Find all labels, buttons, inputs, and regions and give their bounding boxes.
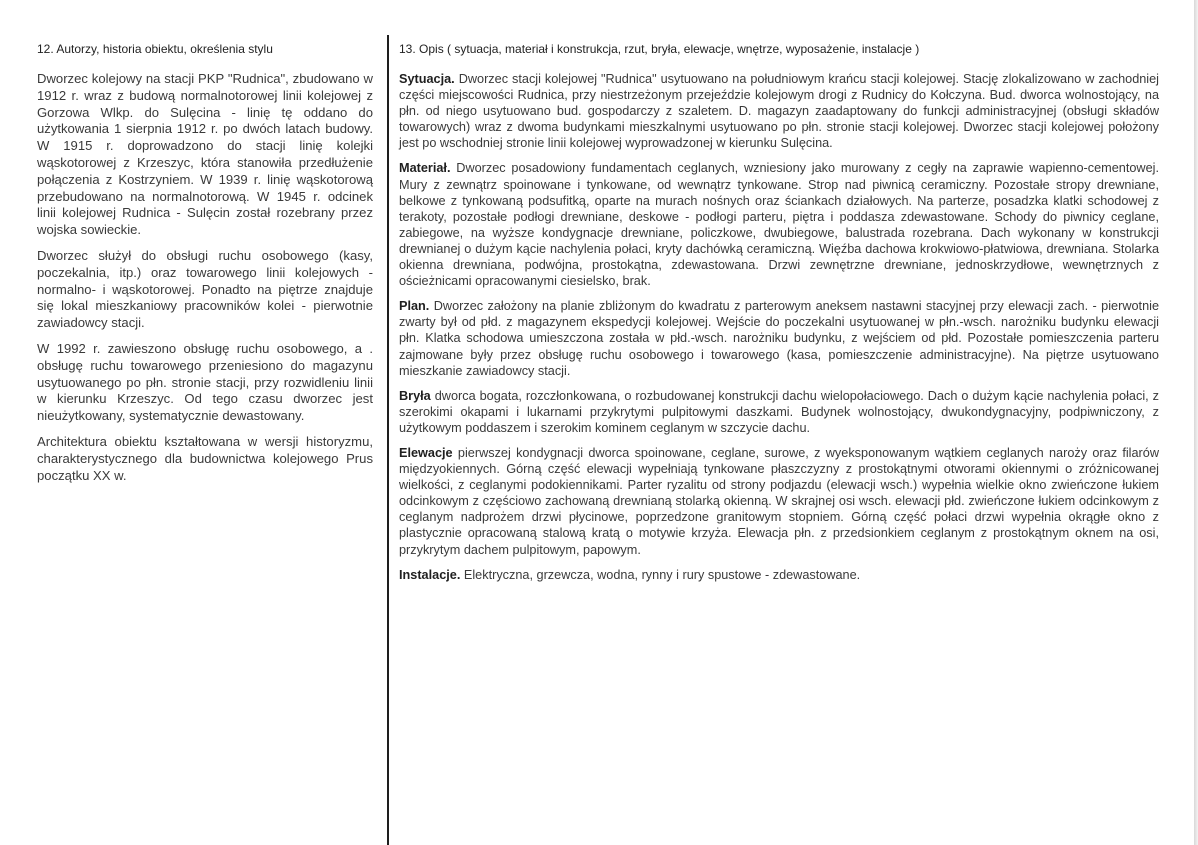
situation-lead: Sytuacja. bbox=[399, 72, 455, 86]
description-section bbox=[399, 42, 1159, 592]
massing-paragraph bbox=[399, 388, 1159, 436]
situation-paragraph bbox=[399, 71, 1159, 151]
massing-text: dworca bogata, rozczłonkowana, o rozbudowanej konstrukcji dachu wielopołaciowego. Dach o dużym kącie nachylenia połaci, z szerokimi okapami i lukarnami przykrytymi pulpitowymi daszkami. Budynek wolnostojący, dwukondygnacyjny, podpiwniczony, z użytkowym poddaszem i szerokim kominem ceglanym w szczycie dachu. bbox=[399, 388, 1159, 435]
installations-lead: Instalacje. bbox=[399, 567, 461, 582]
plan-lead: Plan. bbox=[399, 299, 430, 314]
elevations-text: pierwszej kondygnacji dworca spoinowane, ceglane, surowe, z wyeksponowanym wątkiem ceglanych naroży oraz filarów międzyokiennych. Górną część elewacji wypełniają tynkowane płaszczyzny z prostokątnymi otworami okiennymi o zróżnicowanej wielkości, z ceglanymi podokiennikami. Parter ryzalitu od strony podjazdu (elewacji wsch.) wypełnia wielkie okno zwieńczone łukiem odcinkowym z częściowo zachowaną drewnianą stolarką okienną. W skrajnej osi wsch. elewacji płd. zwieńczone łukiem odcinkowym z ceglanym nadprożem drzwi płycinowe, poprzedzone granitowym stopniem. Górną część połaci drzwi wypełnia okrągłe okno z plastycznie opracowaną stalową kratą o motywie krzyża. Elewacja płn. z przedsionkiem ceglanym z prostokątnym oknem na osi, przykrytym dachem pulpitowym, papowym. bbox=[399, 445, 1159, 557]
massing-lead: Bryła bbox=[399, 388, 431, 403]
description-heading: 13. Opis ( sytuacja, materiał i konstrukcja, rzut, bryła, elewacje, wnętrze, wyposażenie, instalacje ) bbox=[399, 42, 920, 56]
plan-paragraph bbox=[399, 298, 1159, 378]
scan-edge bbox=[1194, 0, 1198, 845]
history-paragraph: Dworzec służył do obsługi ruchu osobowego (kasy, poczekalnia, itp.) oraz towarowego linii kolejowych - normalno- i wąskotorowej. Ponadto na piętrze znajduje się lokal mieszkaniowy pracowników kolei - pierwotnie zawiadowcy stacji. bbox=[37, 247, 373, 331]
elevations-paragraph bbox=[399, 445, 1159, 558]
history-paragraph: Dworzec kolejowy na stacji PKP "Rudnica", zbudowano w 1912 r. wraz z budową normalnotorowej linii kolejowej z Gorzowa Wlkp. do Sulęcina - linię tę oddano do użytkowania 1 sierpnia 1912 r. po dwóch latach budowy. W 1915 r. doprowadzono do stacji linię kolejki wąskotorowej z Krzeszyc, która stanowiła przedłużenie połączenia z Kostrzyniem. W 1939 r. linię wąskotorową przebudowano na normalnotorową. W 1945 r. odcinek linii kolejowej Rudnica - Sulęcin został rozebrany przez wojska sowieckie. bbox=[37, 71, 373, 238]
column-divider bbox=[387, 35, 389, 845]
material-paragraph bbox=[399, 160, 1159, 289]
material-lead: Materiał. bbox=[399, 161, 451, 176]
plan-text: Dworzec założony na planie zbliżonym do kwadratu z parterowym aneksem nastawni stacyjnej przy elewacji zach. - pierwotnie zwarty był od płd. z magazynem ekspedycji kolejowej. Wejście do poczekalni usytuowanej w płn.-wsch. narożniku budynku elewacji płn. Klatka schodowa umieszczona została w płd.-wsch. narożniku budynku, z wejściem od płd. Pozostałe pomieszczenia parteru zajmowane były przez obsługę ruchu osobowego i towarowego (kasa, pomieszczenie administracyjne). Na piętrze usytuowano mieszkanie zawiadowcy stacji. bbox=[399, 299, 1159, 378]
installations-text: Elektryczna, grzewcza, wodna, rynny i rury spustowe - zdewastowane. bbox=[460, 567, 861, 582]
history-paragraph: Architektura obiektu kształtowana w wersji historyzmu, charakterystycznego dla budownictwa kolejowego Prus początku XX w. bbox=[37, 433, 373, 483]
material-text: Dworzec posadowiony fundamentach ceglanych, wzniesiony jako murowany z cegły na zaprawie wapienno-cementowej. Mury z zewnątrz spoinowane i tynkowane, od wewnątrz tynkowane. Strop nad piwnicą ceramiczny. Pozostałe stropy drewniane, belkowe z tynkowaną podsufitką, oparte na murach nośnych oraz ściankach działowych. Na parterze, posadzka klatki schodowej z terakoty, pozostałe podłogi drewniane, deskowe - podłogi parteru, piętra i poddasza zdewastowane. Schody do piwnicy ceglane, zabiegowe, na wyższe kondygnacje drewniane, policzkowe, dwubiegowe, balustrada rozebrana. Dach wykonany w konstrukcji drewnianej o dużym kącie nachylenia połaci, kryty dachówką ceramiczną. Więźba dachowa krokwiowo-płatwiowa, drewniana. Stolarka okienna drewniana, podwójna, prostokątna, zdewastowana. Drzwi zewnętrzne drewniane, jednoskrzydłowe, wewnętrznych z ościeżnicami opracowanymi ciesielsko, brak. bbox=[399, 161, 1159, 289]
history-section bbox=[37, 42, 373, 493]
installations-paragraph bbox=[399, 567, 1159, 583]
situation-text: Dworzec stacji kolejowej "Rudnica" usytuowano na południowym krańcu stacji kolejowej. Stację zlokalizowano w zachodniej części miejscowości Rudnica, przy niestrzeżonym przejeździe kolejowym drogi z Rudnicy do Kołczyna. Bud. dworca wolnostojący, na płn. od niego usytuowano bud. gospodarczy z szaletem. D. magazyn zaadaptowany do funkcji administracyjnej (obsługi składów towarowych) wraz z dwoma budynkami mieszkalnymi usytuowano po płn. stronie stacji kolejowej. Dworzec stacji kolejowej położony jest po wschodniej stronie linii kolejowej wyprowadzonej w kierunku Sulęcina. bbox=[399, 72, 1159, 151]
history-paragraph: W 1992 r. zawieszono obsługę ruchu osobowego, a . obsługę ruchu towarowego przeniesiono do magazynu usytuowanego po płn. stronie stacji, przy rozwidleniu linii w kierunku Krzeszyc. Od tego czasu dworzec jest nieużytkowany, systematycznie dewastowany. bbox=[37, 340, 373, 424]
history-heading: 12. Autorzy, historia obiektu, określenia stylu bbox=[37, 42, 273, 56]
elevations-lead: Elewacje bbox=[399, 445, 453, 460]
